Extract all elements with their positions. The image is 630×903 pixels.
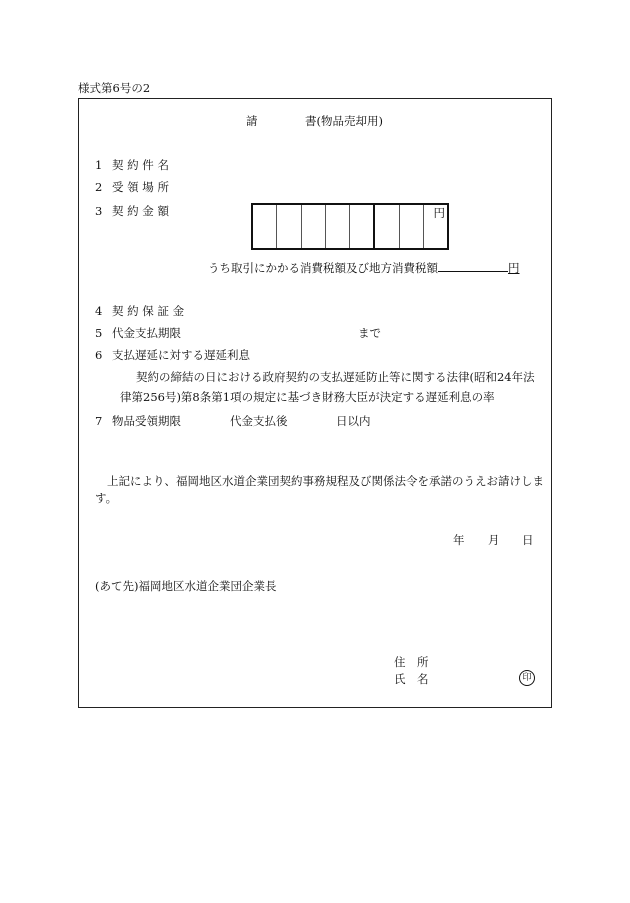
item-3-label: 契 約 金 額 [112, 204, 169, 218]
date-month: 月 [488, 533, 500, 547]
delay-text-line2: 律第256号)第8条第1項の規定に基づき財務大臣が決定する遅延利息の率 [120, 390, 495, 404]
seal-icon: 印 [519, 670, 535, 686]
amount-digit-cell[interactable] [400, 205, 424, 248]
signer-address-label: 住 所 [394, 655, 429, 669]
statement-line2: す。 [95, 491, 118, 505]
form-number: 様式第6号の2 [78, 81, 151, 95]
amount-box[interactable] [251, 203, 449, 250]
statement-line1: 上記により、福岡地区水道企業団契約事務規程及び関係法令を承諾のうえお請けしま [107, 474, 544, 488]
title-part1: 請 [246, 114, 258, 128]
amount-digit-cell[interactable] [424, 205, 447, 248]
item-6-num: 6 [95, 348, 103, 362]
item-1-num: 1 [95, 158, 103, 172]
item-7-middle: 代金支払後 [230, 414, 288, 428]
item-7-label: 物品受領期限 [112, 414, 181, 428]
item-2-num: 2 [95, 180, 103, 194]
amount-digit-cell[interactable] [350, 205, 375, 248]
delay-text-line1: 契約の締結の日における政府契約の支払遅延防止等に関する法律(昭和24年法 [136, 370, 535, 384]
item-6-label: 支払遅延に対する遅延利息 [112, 348, 250, 362]
amount-digit-cell[interactable] [302, 205, 326, 248]
item-5-num: 5 [95, 326, 103, 340]
tax-line [208, 261, 520, 275]
tax-yen: 円 [508, 261, 520, 275]
item-7-suffix: 日以内 [336, 414, 371, 428]
tax-label: うち取引にかかる消費税額及び地方消費税額 [208, 261, 438, 275]
signer-name-label: 氏 名 [394, 672, 429, 686]
item-5-label: 代金支払期限 [112, 326, 181, 340]
date-day: 日 [522, 533, 534, 547]
item-4-num: 4 [95, 304, 103, 318]
addressee: (あて先)福岡地区水道企業団企業長 [95, 579, 277, 593]
seal-mark [519, 670, 535, 686]
item-2-label: 受 領 場 所 [112, 180, 169, 194]
item-5-suffix: まで [358, 326, 381, 340]
amount-yen-label: 円 [433, 206, 445, 220]
title-part2: 書(物品売却用) [305, 114, 383, 128]
amount-digit-cell[interactable] [375, 205, 399, 248]
item-4-label: 契 約 保 証 金 [112, 304, 185, 318]
date-year: 年 [453, 533, 465, 547]
amount-digit-cell[interactable] [326, 205, 350, 248]
amount-digit-cell[interactable] [253, 205, 277, 248]
amount-digit-cell[interactable] [277, 205, 301, 248]
item-1-label: 契 約 件 名 [112, 158, 169, 172]
tax-amount-blank[interactable] [438, 261, 508, 272]
item-7-num: 7 [95, 414, 103, 428]
item-3-num: 3 [95, 204, 103, 218]
